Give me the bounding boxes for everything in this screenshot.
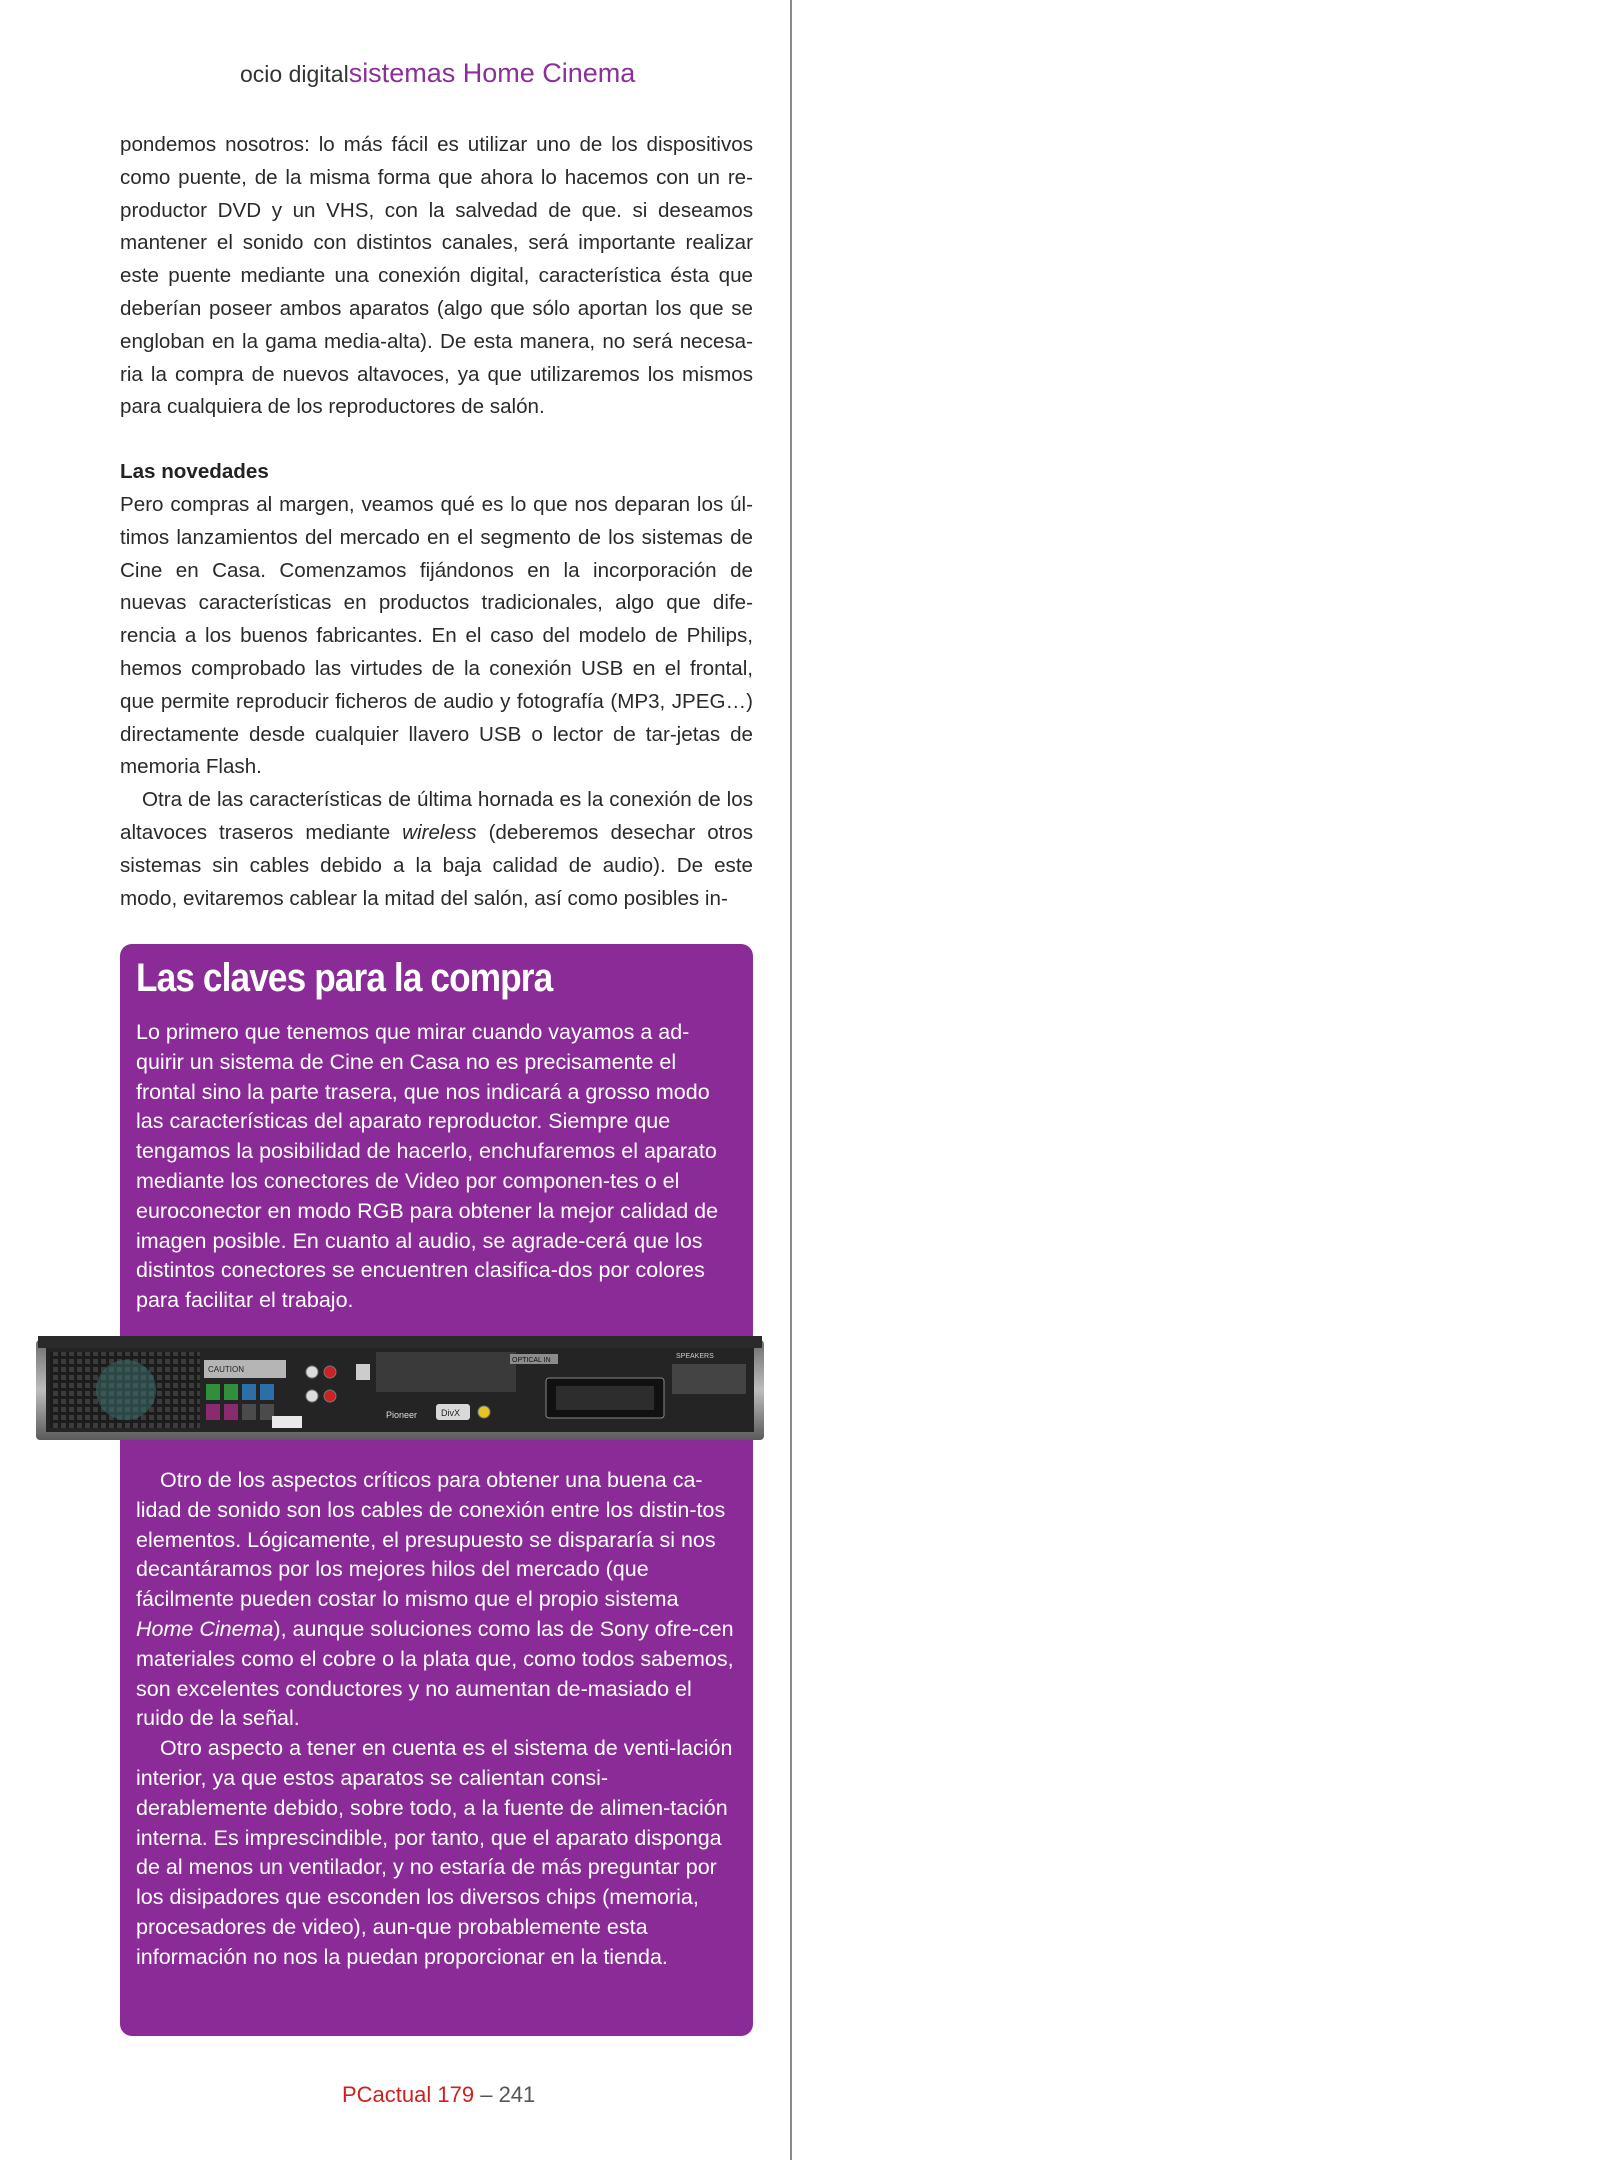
- green-terminal: [206, 1384, 220, 1400]
- fan-shape: [96, 1360, 156, 1420]
- rca-jack-white: [306, 1366, 318, 1378]
- grey-terminal-2: [260, 1404, 274, 1420]
- green-terminal-2: [224, 1384, 238, 1400]
- antenna-port: [356, 1364, 370, 1380]
- magazine-issue: PCactual 179: [342, 2082, 475, 2107]
- rear-terminals: [672, 1364, 746, 1394]
- barcode-sticker: [272, 1416, 302, 1428]
- caution-label: CAUTION: [208, 1365, 244, 1374]
- speakers-label: SPEAKERS: [676, 1353, 714, 1360]
- article-subheading: Las novedades: [120, 460, 269, 484]
- header-category: ocio digital: [240, 61, 349, 87]
- blue-terminal-2: [260, 1384, 274, 1400]
- sidebar-box: [120, 944, 753, 2036]
- header-section: sistemas Home Cinema: [348, 58, 636, 88]
- blue-terminal: [242, 1384, 256, 1400]
- info-label-shape: [376, 1352, 516, 1392]
- grey-terminal: [242, 1404, 256, 1420]
- top-edge-shape: [38, 1336, 762, 1348]
- article-intro: pondemos nosotros: lo más fácil es utilizar uno de los dispositivos como puente, de la misma forma que ahora lo hacemos con un re-productor DVD y un VHS, con la salvedad de que. si deseamos mantener el sonido con distintos canales, será importante realizar este puente mediante una conexión digital, característica ésta que deberían poseer ambos aparatos (algo que sólo aportan los que se engloban en la gama media-alta). De esta manera, no será necesa-ria la compra de nuevos altavoces, ya que utilizaremos los mismos para cualquiera de los reproductores de salón.: [120, 133, 753, 419]
- rca-jack-red-2: [324, 1390, 336, 1402]
- page-footer: [342, 2082, 535, 2108]
- sidebar-text-bottom: [136, 1466, 736, 1973]
- scart-pins: [556, 1386, 654, 1410]
- running-header: [240, 58, 635, 89]
- optical-label: OPTICAL IN: [512, 1357, 551, 1364]
- article-paragraph-1: Pero compras al margen, veamos qué es lo que nos deparan los úl-timos lanzamientos del mercado en el segmento de los sistemas de Cine en Casa. Comenzamos fijándonos en la incorporación de nuevas características en productos tradicionales, algo que dife-rencia a los buenos fabricantes. En el caso del modelo de Philips, hemos comprobado las virtudes de la conexión USB en el frontal, que permite reproducir ficheros de audio y fotografía (MP3, JPEG…) directamente desde cualquier llavero USB o lector de tar-jetas de memoria Flash.: [120, 492, 753, 779]
- purple-terminal-2: [224, 1404, 238, 1420]
- column-divider: [790, 0, 792, 2160]
- sidebar-title: Las claves para la compra: [136, 956, 553, 1000]
- rca-jack-white-2: [306, 1390, 318, 1402]
- sidebar-paragraph-1: Lo primero que tenemos que mirar cuando vayamos a ad-quirir un sistema de Cine en Casa no es precisamente el frontal sino la parte trasera, que nos indicará a grosso modo las características del aparato reproductor. Siempre que tengamos la posibilidad de hacerlo, enchufaremos el aparato mediante los conectores de Video por componen-tes o el euroconector en modo RGB para obtener la mejor calidad de imagen posible. En cuanto al audio, se agrade-cerá que los distintos conectores se encuentren clasifica-dos por colores para facilitar el trabajo.: [136, 1020, 719, 1313]
- divx-label: DivX: [441, 1408, 461, 1418]
- rca-jack-red: [324, 1366, 336, 1378]
- sidebar-text-top: [136, 1018, 736, 1316]
- footer-separator: –: [474, 2082, 499, 2107]
- receiver-rear-panel-photo: [36, 1334, 764, 1452]
- page-number: 241: [498, 2082, 536, 2107]
- sidebar-paragraph-3: Otro aspecto a tener en cuenta es el sistema de venti-lación interior, ya que estos aparatos se calientan consi-derablemente debido, sobre todo, a la fuente de alimen-tación interna. Es imprescindible, por tanto, que el aparato disponga de al menos un ventilador, y no estaría de más preguntar por los disipadores que esconden los diversos chips (memoria, procesadores de video), aun-que probablemente esta información no nos la puedan proporcionar en la tienda.: [136, 1736, 733, 1969]
- purple-terminal: [206, 1404, 220, 1420]
- article-column: [120, 129, 753, 915]
- sidebar-paragraph-2: Otro de los aspectos críticos para obtener una buena ca-lidad de sonido son los cables de conexión entre los distin-tos elementos. Lógicamente, el presupuesto se dispararía si nos decantáramos por los mejores hilos del mercado (que fácilmente pueden costar lo mismo que el propio sistema Home Cinema), aunque soluciones como las de Sony ofre-cen materiales como el cobre o la plata que, como todos sabemos, son excelentes conductores y no aumentan de-masiado el ruido de la señal.: [136, 1468, 734, 1731]
- article-paragraph-2: Otra de las características de última hornada es la conexión de los altavoces traseros mediante wireless (deberemos desechar otros sistemas sin cables debido a la baja calidad de audio). De este modo, evitaremos cablear la mitad del salón, así como posibles in-: [120, 788, 753, 910]
- brand-label: Pioneer: [386, 1410, 418, 1420]
- video-jack-yellow: [478, 1406, 490, 1418]
